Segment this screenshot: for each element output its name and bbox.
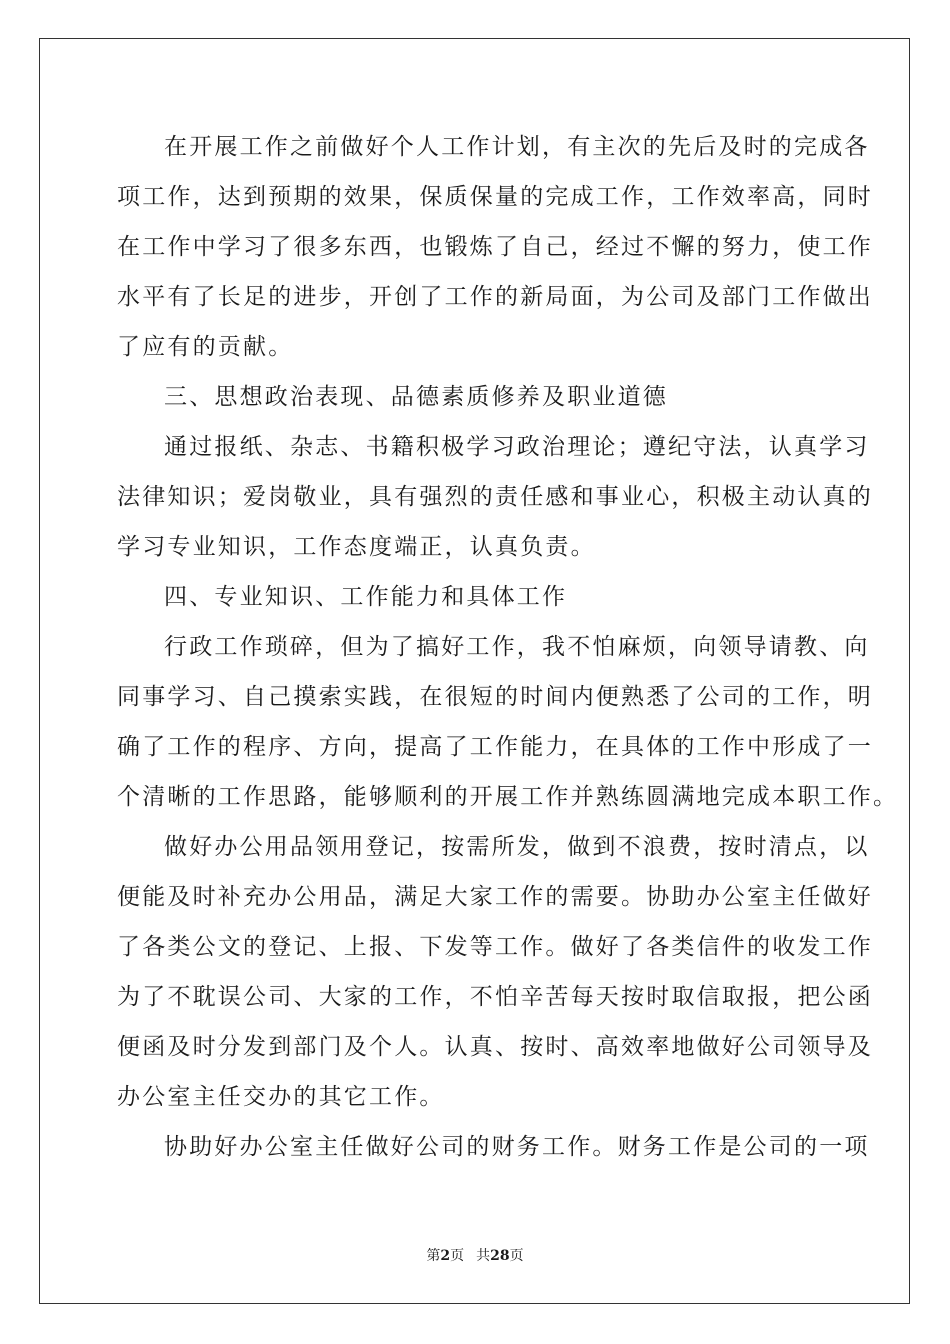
paragraph-line: 确了工作的程序、方向，提高了工作能力，在具体的工作中形成了一 bbox=[117, 734, 873, 760]
paragraph-line: 办公室主任交办的其它工作。 bbox=[117, 1084, 445, 1110]
section-heading: 四、专业知识、工作能力和具体工作 bbox=[164, 584, 568, 610]
paragraph-line: 学习专业知识，工作态度端正，认真负责。 bbox=[117, 534, 596, 560]
section-heading: 三、思想政治表现、品德素质修养及职业道德 bbox=[164, 384, 668, 410]
page-footer bbox=[0, 1246, 950, 1266]
paragraph-line: 了各类公文的登记、上报、下发等工作。做好了各类信件的收发工作 bbox=[117, 934, 873, 960]
page-border bbox=[39, 38, 910, 1304]
paragraph-line: 便函及时分发到部门及个人。认真、按时、高效率地做好公司领导及 bbox=[117, 1034, 873, 1060]
paragraph-line: 协助好办公室主任做好公司的财务工作。财务工作是公司的一项 bbox=[164, 1134, 870, 1160]
paragraph-line: 项工作，达到预期的效果，保质保量的完成工作，工作效率高，同时 bbox=[117, 184, 873, 210]
paragraph-line: 同事学习、自己摸索实践，在很短的时间内便熟悉了公司的工作，明 bbox=[117, 684, 873, 710]
total-pages: 共28页 bbox=[476, 1248, 524, 1264]
paragraph-line: 做好办公用品领用登记，按需所发，做到不浪费，按时清点，以 bbox=[164, 834, 870, 860]
paragraph-line: 个清晰的工作思路，能够顺利的开展工作并熟练圆满地完成本职工作。 bbox=[117, 784, 899, 810]
paragraph-line: 了应有的贡献。 bbox=[117, 334, 294, 360]
paragraph-line: 通过报纸、杂志、书籍积极学习政治理论；遵纪守法，认真学习 bbox=[164, 434, 870, 460]
paragraph-line: 行政工作琐碎，但为了搞好工作，我不怕麻烦，向领导请教、向 bbox=[164, 634, 870, 660]
paragraph-line: 法律知识；爱岗敬业，具有强烈的责任感和事业心，积极主动认真的 bbox=[117, 484, 873, 510]
page-number: 第2页 bbox=[426, 1248, 465, 1264]
paragraph-line: 水平有了长足的进步，开创了工作的新局面，为公司及部门工作做出 bbox=[117, 284, 873, 310]
paragraph-line: 便能及时补充办公用品，满足大家工作的需要。协助办公室主任做好 bbox=[117, 884, 873, 910]
paragraph-line: 为了不耽误公司、大家的工作，不怕辛苦每天按时取信取报，把公函 bbox=[117, 984, 873, 1010]
paragraph-line: 在开展工作之前做好个人工作计划，有主次的先后及时的完成各 bbox=[164, 134, 870, 160]
paragraph-line: 在工作中学习了很多东西，也锻炼了自己，经过不懈的努力，使工作 bbox=[117, 234, 873, 260]
